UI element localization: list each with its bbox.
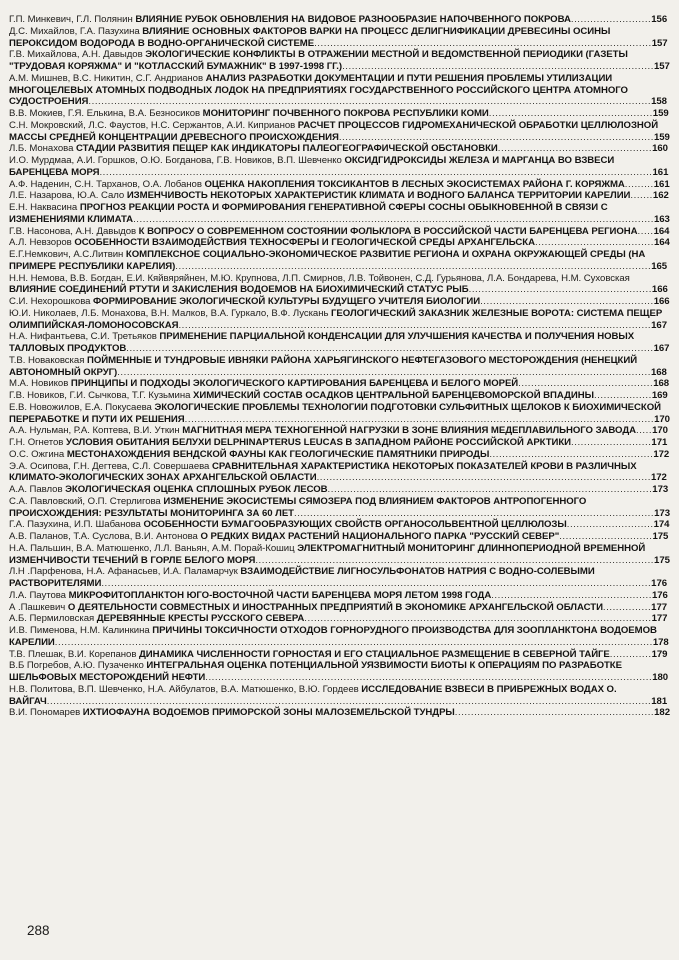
entry-authors: А .Пашкевич xyxy=(9,601,68,613)
dot-leader: ......... xyxy=(624,178,654,190)
entry-title: ПОЙМЕННЫЕ И ТУНДРОВЫЕ ИВНЯКИ РАЙОНА ХАРЬЯГИНСКОГО НЕФТЕГАЗОВОГО МЕСТОРОЖДЕНИЯ (НЕНЕЦКИЙ АВТОНОМНЫЙ ОКРУГ) xyxy=(9,354,638,378)
entry-page-number: 166 xyxy=(651,284,668,296)
entry-page-number: 176 xyxy=(651,589,668,601)
entry-page-number: 159 xyxy=(652,108,669,119)
entry-title: АНАЛИЗ РАЗРАБОТКИ ДОКУМЕНТАЦИИ И ПУТИ РЕШЕНИЯ ПРОБЛЕМЫ УТИЛИЗАЦИИ МНОГОЦЕЛЕВЫХ АТОМНЫХ ПОДВОДНЫХ ЛОДОК НА ПРЕДПРИЯТИЯХ ГОСУДАРСТВЕННОГО РОССИЙСКОГО ЦЕНТРА АТОМНОГО СУДОСТРОЕНИЯ xyxy=(9,72,628,108)
toc-entry xyxy=(9,273,670,297)
entry-page-number: 180 xyxy=(652,672,669,683)
entry-page-number: 177 xyxy=(651,613,668,625)
dot-leader: ........................................................................................................ xyxy=(316,472,651,484)
entry-title: ИССЛЕДОВАНИЕ ВЗВЕСИ В ПРИБРЕЖНЫХ ВОДАХ О. ВАЙГАЧ xyxy=(9,683,617,707)
toc-entry xyxy=(9,707,670,719)
dot-leader: .................................................................................................................................................... xyxy=(175,260,652,272)
entry-authors: Т.В. Новаковская xyxy=(9,354,87,366)
entry-authors: Г.П. Минкевич, Г.Л. Полянин xyxy=(9,14,136,25)
entry-authors: М.А. Новиков xyxy=(9,378,71,390)
dot-leader: ......................... xyxy=(570,14,652,25)
entry-page-number: 173 xyxy=(652,484,669,495)
entry-page-number: 167 xyxy=(653,343,670,354)
entry-page-number: 165 xyxy=(651,260,668,272)
entry-authors: Г.В. Михайлова, А.Н. Давыдов xyxy=(9,49,146,61)
entry-title: МИКРОФИТОПЛАНКТОН ЮГО-ВОСТОЧНОЙ ЧАСТИ БАРЕНЦЕВА МОРЯ ЛЕТОМ 1998 ГОДА xyxy=(68,589,492,601)
entry-page-number: 174 xyxy=(653,519,670,531)
entry-page-number: 164 xyxy=(653,237,670,249)
entry-title: ХИМИЧЕСКИЙ СОСТАВ ОСАДКОВ ЦЕНТРАЛЬНОЙ БАРЕНЦЕВОМОРСКОЙ ВПАДИНЫ xyxy=(193,390,594,401)
entry-page-number: 169 xyxy=(651,390,668,401)
toc-entry xyxy=(9,179,670,191)
toc-entry xyxy=(9,402,670,426)
entry-authors: Е.Г.Немкович, А.С.Литвин xyxy=(9,249,126,260)
entry-authors: В.Б Погребов, А.Ю. Пузаченко xyxy=(9,660,147,672)
toc-entry xyxy=(9,202,670,226)
entry-title: ОЦЕНКА НАКОПЛЕНИЯ ТОКСИКАНТОВ В ЛЕСНЫХ ЭКОСИСТЕМАХ РАЙОНА Г. КОРЯЖМА xyxy=(204,178,625,190)
dot-leader: .................................................................................................................................................................... xyxy=(126,343,654,354)
toc-entry xyxy=(9,237,670,249)
entry-authors: Г.А. Пазухина, И.П. Шабанова xyxy=(9,519,144,531)
dot-leader: ......................................................................................................... xyxy=(314,37,652,49)
entry-authors: В.В. Мокиев, Г.Я. Елькина, В.А. Безносиков xyxy=(9,108,203,119)
entry-page-number: 159 xyxy=(653,131,670,143)
entry-authors: О.С. Ожгина xyxy=(9,448,67,460)
entry-authors: С.А. Павловский, О.П. Стерлигова xyxy=(9,495,164,507)
entry-authors: И.О. Мурдмаа, А.И. Горшков, О.Ю. Богданова, Г.В. Новиков, В.П. Шевченко xyxy=(9,155,345,166)
dot-leader: ..... xyxy=(637,225,654,237)
entry-authors: Е.Н. Наквасина xyxy=(9,202,80,213)
dot-leader: ........................... xyxy=(566,519,654,531)
entry-page-number: 166 xyxy=(653,296,670,307)
dot-leader: ....... xyxy=(630,190,653,202)
entry-authors: Н.В. Политова, В.П. Шевченко, Н.А. Айбулатов, В.А. Матюшенко, В.Ю. Гордеев xyxy=(9,683,362,695)
entry-page-number: 179 xyxy=(651,648,668,660)
entry-authors: А.Л. Невзоров xyxy=(9,237,75,249)
dot-leader: ..... xyxy=(636,425,653,437)
entry-authors: Н.А. Пальшин, В.А. Матюшенко, Л.Л. Ваньян, А.М. Порай-Кошиц xyxy=(9,542,298,554)
entry-authors: И.В. Пименова, Н.М. Калинкина xyxy=(9,625,153,636)
toc-entry xyxy=(9,625,670,649)
entry-title: ПРИМЕНЕНИЕ ПАРЦИАЛЬНОЙ КОНДЕНСАЦИИ ДЛЯ УЛУЧШЕНИЯ КАЧЕСТВА И ПОЛУЧЕНИЯ НОВЫХ ТАЛЛОВЫХ ПРОДУКТОВ xyxy=(9,331,635,354)
entry-title: ВЗАИМОДЕЙСТВИЕ ЛИГНОСУЛЬФОНАТОВ НАТРИЯ С ВОДНО-СОЛЕВЫМИ РАСТВОРИТЕЛЯМИ xyxy=(9,566,595,589)
entry-title: СТАДИИ РАЗВИТИЯ ПЕЩЕР КАК ИНДИКАТОРЫ ПАЛЕОГЕОГРАФИЧЕСКОЙ ОБСТАНОВКИ xyxy=(75,143,498,155)
entry-page-number: 163 xyxy=(653,213,670,225)
entry-title: СРАВНИТЕЛЬНАЯ ХАРАКТЕРИСТИКА НЕКОТОРЫХ ПОКАЗАТЕЛЕЙ КРОВИ В РАЗЛИЧНЫХ КЛИМАТО-ЭКОЛОГИЧЕСКИХ ЗОНАХ АРХАНГЕЛЬСКОЙ ОБЛАСТИ xyxy=(9,460,637,484)
entry-page-number: 161 xyxy=(652,166,669,178)
dot-leader: .................................................................................................................................................. xyxy=(184,413,655,425)
toc-entry xyxy=(9,602,670,614)
entry-title: ЭКОЛОГИЧЕСКИЕ КОНФЛИКТЫ В ОТРАЖЕНИИ МЕСТНОЙ И ВЕДОМСТВЕННОЙ ПЕРИОДИКИ (ГАЗЕТЫ "ТРУДОВАЯ КОРЯЖМА" И "КОТЛАССКИЙ БУМАЖНИК" В 1997-1998 ГГ.) xyxy=(9,49,628,72)
toc-entry xyxy=(9,684,670,708)
dot-leader: .................................................................................................. xyxy=(338,131,654,143)
entry-title: О ДЕЯТЕЛЬНОСТИ СОВМЕСТНЫХ И ИНОСТРАННЫХ ПРЕДПРИЯТИЙ В ЭКОНОМИКЕ АРХАНГЕЛЬСКОЙ ОБЛАСТИ xyxy=(67,601,603,613)
entry-title: ОКСИДГИДРОКСИДЫ ЖЕЛЕЗА И МАРГАНЦА ВО ВЗВЕСИ БАРЕНЦЕВА МОРЯ xyxy=(9,155,615,178)
entry-title: ФОРМИРОВАНИЕ ЭКОЛОГИЧЕСКОЙ КУЛЬТУРЫ БУДУЩЕГО УЧИТЕЛЯ БИОЛОГИИ xyxy=(93,296,481,307)
dot-leader: .................................................. xyxy=(491,589,652,601)
dot-leader: ...................................................................................................................................................................... xyxy=(117,366,651,378)
entry-page-number: 176 xyxy=(651,578,668,589)
toc-entry xyxy=(9,496,670,520)
entry-authors: А.А. Нульман, Р.А. Коптева, В.И. Уткин xyxy=(9,425,183,437)
toc-entry xyxy=(9,226,670,238)
entry-title: МЕСТОНАХОЖДЕНИЯ ВЕНДСКОЙ ФАУНЫ КАК ГЕОЛОГИЧЕСКИЕ ПАМЯТНИКИ ПРИРОДЫ xyxy=(66,448,490,460)
entry-title: МОНИТОРИНГ ПОЧВЕННОГО ПОКРОВА РЕСПУБЛИКИ КОМИ xyxy=(202,108,489,119)
entry-authors: А.Ф. Наденин, С.Н. Тарханов, О.А. Лобанов xyxy=(9,178,205,190)
toc-entry xyxy=(9,449,670,461)
entry-title: ИЗМЕНЕНИЕ ЭКОСИСТЕМЫ СЯМОЗЕРА ПОД ВЛИЯНИЕМ ФАКТОРОВ АНТРОПОГЕННОГО ПРОИСХОЖДЕНИЯ: РЕЗУЛЬТАТЫ МОНИТОРИНГА ЗА 60 ЛЕТ xyxy=(9,495,587,519)
toc-entry xyxy=(9,660,670,684)
entry-title: ДЕРЕВЯННЫЕ КРЕСТЫ РУССКОГО СЕВЕРА xyxy=(96,613,305,625)
entry-title: ПРИЧИНЫ ТОКСИЧНОСТИ ОТХОДОВ ГОРНОРУДНОГО ПРОИЗВОДСТВА ДЛЯ ЗООПЛАНКТОНА ВОДОЕМОВ КАРЕЛИИ xyxy=(9,625,657,648)
entry-authors: Г.Н. Огнетов xyxy=(9,437,66,448)
entry-authors: Н.Н. Немова, В.В. Богдан, Е.И. Кяйвяряйнен, М.Ю. Крупнова, Л.П. Смирнов, Л.В. Тойвонен, С.Д. Гурьянова, Л.А. Бондарева, Н.М. Суховская xyxy=(9,272,630,284)
toc-entry xyxy=(9,461,670,485)
entry-authors: А.Б. Пермиловская xyxy=(9,613,97,625)
toc-entry xyxy=(9,531,670,543)
dot-leader: ............................................................................................................................ xyxy=(255,554,655,566)
toc-entry xyxy=(9,49,670,73)
entry-page-number: 170 xyxy=(652,425,668,437)
dot-leader: ................................................................................................. xyxy=(342,61,654,72)
entry-title: ЭКОЛОГИЧЕСКИЕ ПРОБЛЕМЫ ТЕХНОЛОГИИ ПОДГОТОВКИ СУЛЬФИТНЫХ ЩЕЛОКОВ К БИОХИМИЧЕСКОЙ ПЕРЕРАБОТКЕ И ПУТИ ИХ РЕШЕНИЯ xyxy=(9,401,661,425)
dot-leader: ................................................ xyxy=(497,143,653,155)
entry-page-number: 160 xyxy=(652,143,668,155)
dot-leader: ........................................................................................................................................................................... xyxy=(101,578,652,589)
page-number: 288 xyxy=(27,923,50,938)
dot-leader: .................. xyxy=(593,390,652,401)
entry-page-number: 167 xyxy=(651,319,667,331)
entry-page-number: 178 xyxy=(652,636,669,648)
entry-page-number: 168 xyxy=(653,378,670,390)
entry-page-number: 175 xyxy=(652,531,669,542)
entry-page-number: 170 xyxy=(654,413,670,425)
toc-entry xyxy=(9,390,670,402)
dot-leader: ............... xyxy=(602,601,652,613)
dot-leader: ..................................... xyxy=(534,237,654,249)
entry-page-number: 173 xyxy=(654,507,670,519)
entry-authors: Г.В. Новиков, Г.И. Сычкова, Т.Г. Кузьмина xyxy=(9,390,193,401)
dot-leader: ............................................................................................................................................................................... xyxy=(88,96,652,108)
entry-title: РАСЧЕТ ПРОЦЕССОВ ГИДРОМЕХАНИЧЕСКОЙ ОБРАБОТКИ ЦЕЛЛЮЛОЗНОЙ МАССЫ СРЕДНЕЙ КОНЦЕНТРАЦИИ ДРЕВЕСНОГО ПРОИСХОЖДЕНИЯ xyxy=(9,119,659,143)
entry-page-number: 172 xyxy=(653,448,670,460)
entry-page-number: 156 xyxy=(651,14,668,25)
entry-page-number: 161 xyxy=(653,178,670,190)
toc-entry xyxy=(9,108,670,120)
toc-entry xyxy=(9,355,670,379)
entry-title: ВЛИЯНИЕ РУБОК ОБНОВЛЕНИЯ НА ВИДОВОЕ РАЗНООБРАЗИЕ НАПОЧВЕННОГО ПОКРОВА xyxy=(135,14,571,25)
page-footer xyxy=(27,923,50,938)
toc-entry xyxy=(9,484,670,496)
entry-page-number: 157 xyxy=(651,37,668,49)
entry-page-number: 171 xyxy=(651,437,668,448)
dot-leader: .............................................................. xyxy=(454,707,655,719)
toc-entry xyxy=(9,143,670,155)
dot-leader: ................................................................................................................ xyxy=(293,507,655,519)
entry-authors: Л.А. Паутова xyxy=(9,589,69,601)
entry-title: ОСОБЕННОСТИ ВЗАИМОДЕЙСТВИЯ ТЕХНОСФЕРЫ И ГЕОЛОГИЧЕСКОЙ СРЕДЫ АРХАНГЕЛЬСКА xyxy=(74,237,535,249)
toc-entry xyxy=(9,437,670,449)
dot-leader: ............................................................................................................................................................................................ xyxy=(46,695,652,707)
toc-entry xyxy=(9,378,670,390)
entry-authors: Н.А. Нифантьева, С.И. Третьяков xyxy=(9,331,160,343)
entry-page-number: 157 xyxy=(653,61,670,72)
dot-leader: ................................................................................................................................................... xyxy=(178,319,652,331)
entry-title: ЭЛЕКТРОМАГНИТНЫЙ МОНИТОРИНГ ДЛИННОПЕРИОДНОЙ ВРЕМЕННОЙ ИЗМЕНЧИВОСТИ ТЕЧЕНИЙ В ГОРЛЕ БЕЛОГО МОРЯ xyxy=(9,542,646,566)
entry-title: ОСОБЕННОСТИ БУМАГООБРАЗУЮЩИХ СВОЙСТВ ОРГАНОСОЛЬВЕНТНОЙ ЦЕЛЛЮЛОЗЫ xyxy=(143,519,567,531)
entry-title: ГЕОЛОГИЧЕСКИЙ ЗАКАЗНИК ЖЕЛЕЗНЫЕ ВОРОТА: СИСТЕМА ПЕЩЕР ОЛИМПИЙСКАЯ-ЛОМОНОСОВСКАЯ xyxy=(9,307,663,331)
entry-title: ДИНАМИКА ЧИСЛЕННОСТИ ГОРНОСТАЯ И ЕГО СТАЦИАЛЬНОЕ РАЗМЕЩЕНИЕ В СЕВЕРНОЙ ТАЙГЕ xyxy=(139,648,610,660)
toc-entry xyxy=(9,590,670,602)
toc-entry xyxy=(9,543,670,567)
entry-authors: С.Н. Мокровский, Л.С. Фаустов, Н.С. Сержантов, А.И. Киприанов xyxy=(9,119,298,131)
dot-leader: ......................... xyxy=(571,437,652,448)
entry-title: ЭКОЛОГИЧЕСКАЯ ОЦЕНКА СПЛОШНЫХ РУБОК ЛЕСОВ xyxy=(65,484,328,495)
entry-page-number: 158 xyxy=(651,96,667,108)
dot-leader: ......................................................... xyxy=(468,284,652,296)
entry-title: ВЛИЯНИЕ ОСНОВНЫХ ФАКТОРОВ ВАРКИ НА ПРОЦЕСС ДЕЛИГНИФИКАЦИИ ДРЕВЕСИНЫ ОСИНЫ ПЕРОКСИДОМ ВОДОРОДА В ВОДНО-ОРГАНИЧЕСКОЙ СИСТЕМЕ xyxy=(9,25,611,49)
entry-page-number: 162 xyxy=(652,190,669,202)
entry-title: ИЗМЕНЧИВОСТЬ НЕКОТОРЫХ ХАРАКТЕРИСТИК КЛИМАТА И ВОДНОГО БАЛАНСА ТЕРРИТОРИИ КАРЕЛИИ xyxy=(126,190,631,202)
toc-entry xyxy=(9,649,670,661)
dot-leader: .................................................................................................................................................................. xyxy=(133,213,654,225)
toc-entry xyxy=(9,613,670,625)
toc-entry xyxy=(9,308,670,332)
entry-page-number: 175 xyxy=(654,554,670,566)
entry-authors: Э.А. Осипова, Г.Н. Дегтева, С.Л. Совершаева xyxy=(9,460,212,472)
entry-title: ВЛИЯНИЕ СОЕДИНЕНИЙ РТУТИ И ЗАКИСЛЕНИЯ ВОДОЕМОВ НА БИОХИМИЧЕСКИЙ СТАТУС РЫБ xyxy=(9,284,469,296)
entry-page-number: 182 xyxy=(654,707,670,719)
toc-entry xyxy=(9,566,670,590)
dot-leader: ...................................................... xyxy=(480,296,654,307)
entry-title: ИНТЕГРАЛЬНАЯ ОЦЕНКА ПОТЕНЦИАЛЬНОЙ УЯЗВИМОСТИ БИОТЫ К ОПЕРАЦИЯМ ПО РАЗРАБОТКЕ ШЕЛЬФОВЫХ МЕСТОРОЖДЕНИЙ НЕФТИ xyxy=(9,660,622,683)
entry-authors: Г.В. Насонова, А.Н. Давыдов xyxy=(9,225,139,237)
entry-page-number: 172 xyxy=(650,472,667,484)
entry-title: ИХТИОФАУНА ВОДОЕМОВ ПРИМОРСКОЙ ЗОНЫ МАЛОЗЕМЕЛЬСКОЙ ТУНДРЫ xyxy=(82,707,455,719)
entry-title: ПРИНЦИПЫ И ПОДХОДЫ ЭКОЛОГИЧЕСКОГО КАРТИРОВАНИЯ БАРЕНЦЕВА И БЕЛОГО МОРЕЙ xyxy=(70,378,519,390)
entry-authors: Л.Н .Парфенова, Н.А. Афанасьев, И.А. Паламарчук xyxy=(9,566,241,578)
entry-authors: Ю.И. Николаев, Л.Б. Монахова, В.Н. Малков, В.А. Гуркало, В.Ф. Лускань xyxy=(9,307,332,319)
entry-authors: Л.Б. Монахова xyxy=(9,143,76,155)
entry-title: КОМПЛЕКСНОЕ СОЦИАЛЬНО-ЭКОНОМИЧЕСКОЕ РАЗВИТИЕ РЕГИОНА И ОХРАНА ОКРУЖАЮЩЕЙ СРЕДЫ (НА ПРИМЕРЕ РЕСПУБЛИКИ КАРЕЛИЯ) xyxy=(9,249,646,272)
entry-authors: А.А. Павлов xyxy=(9,484,66,495)
toc-entry xyxy=(9,331,670,355)
entry-authors: Е.В. Новожилов, Е.А. Покусаева xyxy=(9,401,155,413)
entry-page-number: 181 xyxy=(651,695,668,707)
dot-leader: ............................................................................................................ xyxy=(304,613,652,625)
entry-title: ПРОГНОЗ РЕАКЦИИ РОСТА И ФОРМИРОВАНИЯ ГЕНЕРАТИВНОЙ СФЕРЫ СОСНЫ ОБЫКНОВЕННОЙ В СВЯЗИ С ИЗМЕНЕНИЯМИ КЛИМАТА xyxy=(9,202,608,225)
toc-entry xyxy=(9,296,670,308)
dot-leader: ........................................................................................................................................... xyxy=(205,672,653,683)
toc-entry xyxy=(9,155,670,179)
entry-authors: А.В. Паланов, Т.А. Суслова, В.И. Антонова xyxy=(9,531,201,542)
entry-title: УСЛОВИЯ ОБИТАНИЯ БЕЛУХИ DELPHINAPTERUS LEUCAS В ЗАПАДНОМ РАЙОНЕ РОССИЙСКОЙ АРКТИКИ xyxy=(65,437,572,448)
dot-leader: ..................................................................................................... xyxy=(327,484,653,495)
dot-leader: ............................. xyxy=(559,531,653,542)
dot-leader: ............. xyxy=(609,648,652,660)
entry-title: МАГНИТНАЯ МЕРА ТЕХНОГЕННОЙ НАГРУЗКИ В ЗОНЕ ВЛИЯНИЯ МЕДЕПЛАВИЛЬНОГО ЗАВОДА xyxy=(182,425,636,437)
toc-entry xyxy=(9,73,670,108)
dot-leader: ................................................... xyxy=(489,448,654,460)
toc-entry xyxy=(9,249,670,273)
toc-entry xyxy=(9,519,670,531)
toc-entry xyxy=(9,26,670,50)
toc-entry xyxy=(9,120,670,144)
dot-leader: .......................................................................................................................................................................................... xyxy=(54,636,653,648)
entry-title: О РЕДКИХ ВИДАХ РАСТЕНИЙ НАЦИОНАЛЬНОГО ПАРКА "РУССКИЙ СЕВЕР" xyxy=(200,531,560,542)
entry-authors: В.И. Пономарев xyxy=(9,707,83,719)
entry-authors: Т.В. Плешак, В.И. Корепанов xyxy=(9,648,139,660)
dot-leader: ............................................................................................................................................................................ xyxy=(99,166,653,178)
entry-page-number: 168 xyxy=(650,366,667,378)
entry-authors: С.И. Нехорошкова xyxy=(9,296,94,307)
toc-entry xyxy=(9,14,670,26)
entry-title: К ВОПРОСУ О СОВРЕМЕННОМ СОСТОЯНИИ ФОЛЬКЛОРА В РОССИЙСКОЙ ЧАСТИ БАРЕНЦЕВА РЕГИОНА xyxy=(138,225,638,237)
toc-entry xyxy=(9,425,670,437)
entry-page-number: 164 xyxy=(653,225,670,237)
dot-leader: ................................................... xyxy=(488,108,653,119)
toc-entry xyxy=(9,190,670,202)
entry-authors: А.М. Мишнев, В.С. Никитин, С.Г. Андрианов xyxy=(9,72,206,84)
entry-authors: Д.С. Михайлов, Г.А. Пазухина xyxy=(9,25,143,37)
dot-leader: .......................................... xyxy=(518,378,654,390)
entry-page-number: 177 xyxy=(651,601,668,613)
entry-authors: Л.Е. Назарова, Ю.А. Сало xyxy=(9,190,127,202)
